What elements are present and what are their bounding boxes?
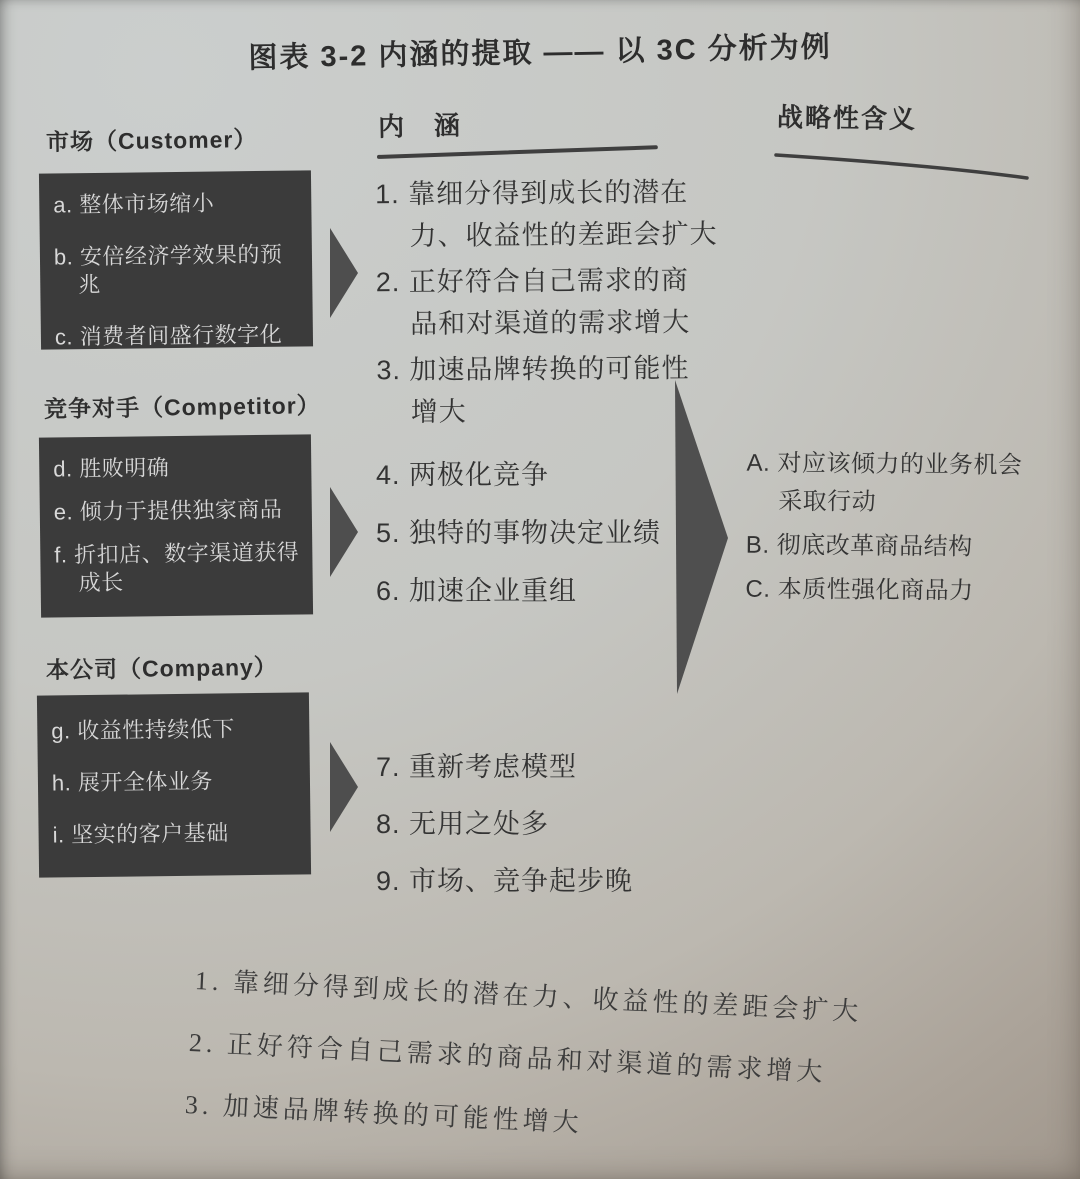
implications-company-list (376, 746, 721, 917)
factor-item: g. 收益性持续低下 (51, 716, 235, 744)
factor-item: e. 倾力于提供独家商品 (53, 496, 283, 525)
implication-item: 5. 独特的事物决定业绩 (376, 518, 662, 548)
arrow-right-icon (330, 228, 358, 318)
column-header-strategic: 战略性含义 (776, 102, 918, 134)
implication-item: 6. 加速企业重组 (376, 576, 578, 606)
factor-item: d. 胜败明确 (53, 455, 170, 482)
strategic-item: C. 本质性强化商品力 (745, 575, 974, 605)
footnote-line: 2. 正好符合自己需求的商品和对渠道的需求增大 (188, 1027, 828, 1088)
group-label-customer: 市场（Customer） (45, 126, 258, 155)
strategic-item: A. 对应该倾力的业务机会 采取行动 (746, 449, 1023, 516)
factor-item: i. 坚实的客户基础 (52, 820, 229, 848)
footnote-line: 1. 靠细分得到成长的潜在力、收益性的差距会扩大 (194, 965, 863, 1027)
factor-item: h. 展开全体业务 (51, 768, 214, 796)
factor-item: c. 消费者间盛行数字化 (54, 321, 283, 350)
implication-item: 2. 正好符合自己需求的商 品和对渠道的需求增大 (375, 265, 691, 339)
implication-item: 9. 市场、竞争起步晚 (376, 866, 634, 896)
implications-header-underline (377, 145, 658, 159)
strategic-header-underline (773, 150, 1031, 184)
implications-customer-list (375, 171, 722, 437)
group-label-competitor: 竞争对手（Competitor） (43, 392, 321, 422)
footnote-line: 3. 加速品牌转换的可能性增大 (184, 1089, 584, 1138)
implication-item: 4. 两极化竞争 (376, 460, 550, 490)
factor-item: f. 折扣店、数字渠道获得 成长 (54, 539, 300, 596)
factor-box-company (37, 692, 311, 877)
group-label-company: 本公司（Company） (45, 653, 278, 683)
strategic-list (745, 445, 1066, 618)
implication-item: 7. 重新考虑模型 (376, 752, 578, 782)
implications-competitor-list (376, 454, 721, 628)
big-arrow-right-icon (672, 378, 730, 696)
factor-item: a. 整体市场缩小 (53, 190, 215, 218)
factor-box-customer (39, 170, 313, 349)
arrow-right-icon (330, 487, 358, 577)
figure-title: 图表 3-2 内涵的提取 —— 以 3C 分析为例 (248, 31, 832, 75)
implication-item: 8. 无用之处多 (376, 809, 550, 839)
factor-box-competitor (39, 434, 313, 617)
factor-item: b. 安倍经济学效果的预兆 (53, 241, 283, 298)
implication-item: 3. 加速品牌转换的可能性 增大 (376, 353, 690, 427)
arrow-right-icon (330, 742, 358, 832)
strategic-item: B. 彻底改革商品结构 (745, 531, 973, 561)
implication-item: 1. 靠细分得到成长的潜在 力、收益性的差距会扩大 (375, 177, 718, 251)
column-header-implications: 内 涵 (377, 110, 463, 142)
